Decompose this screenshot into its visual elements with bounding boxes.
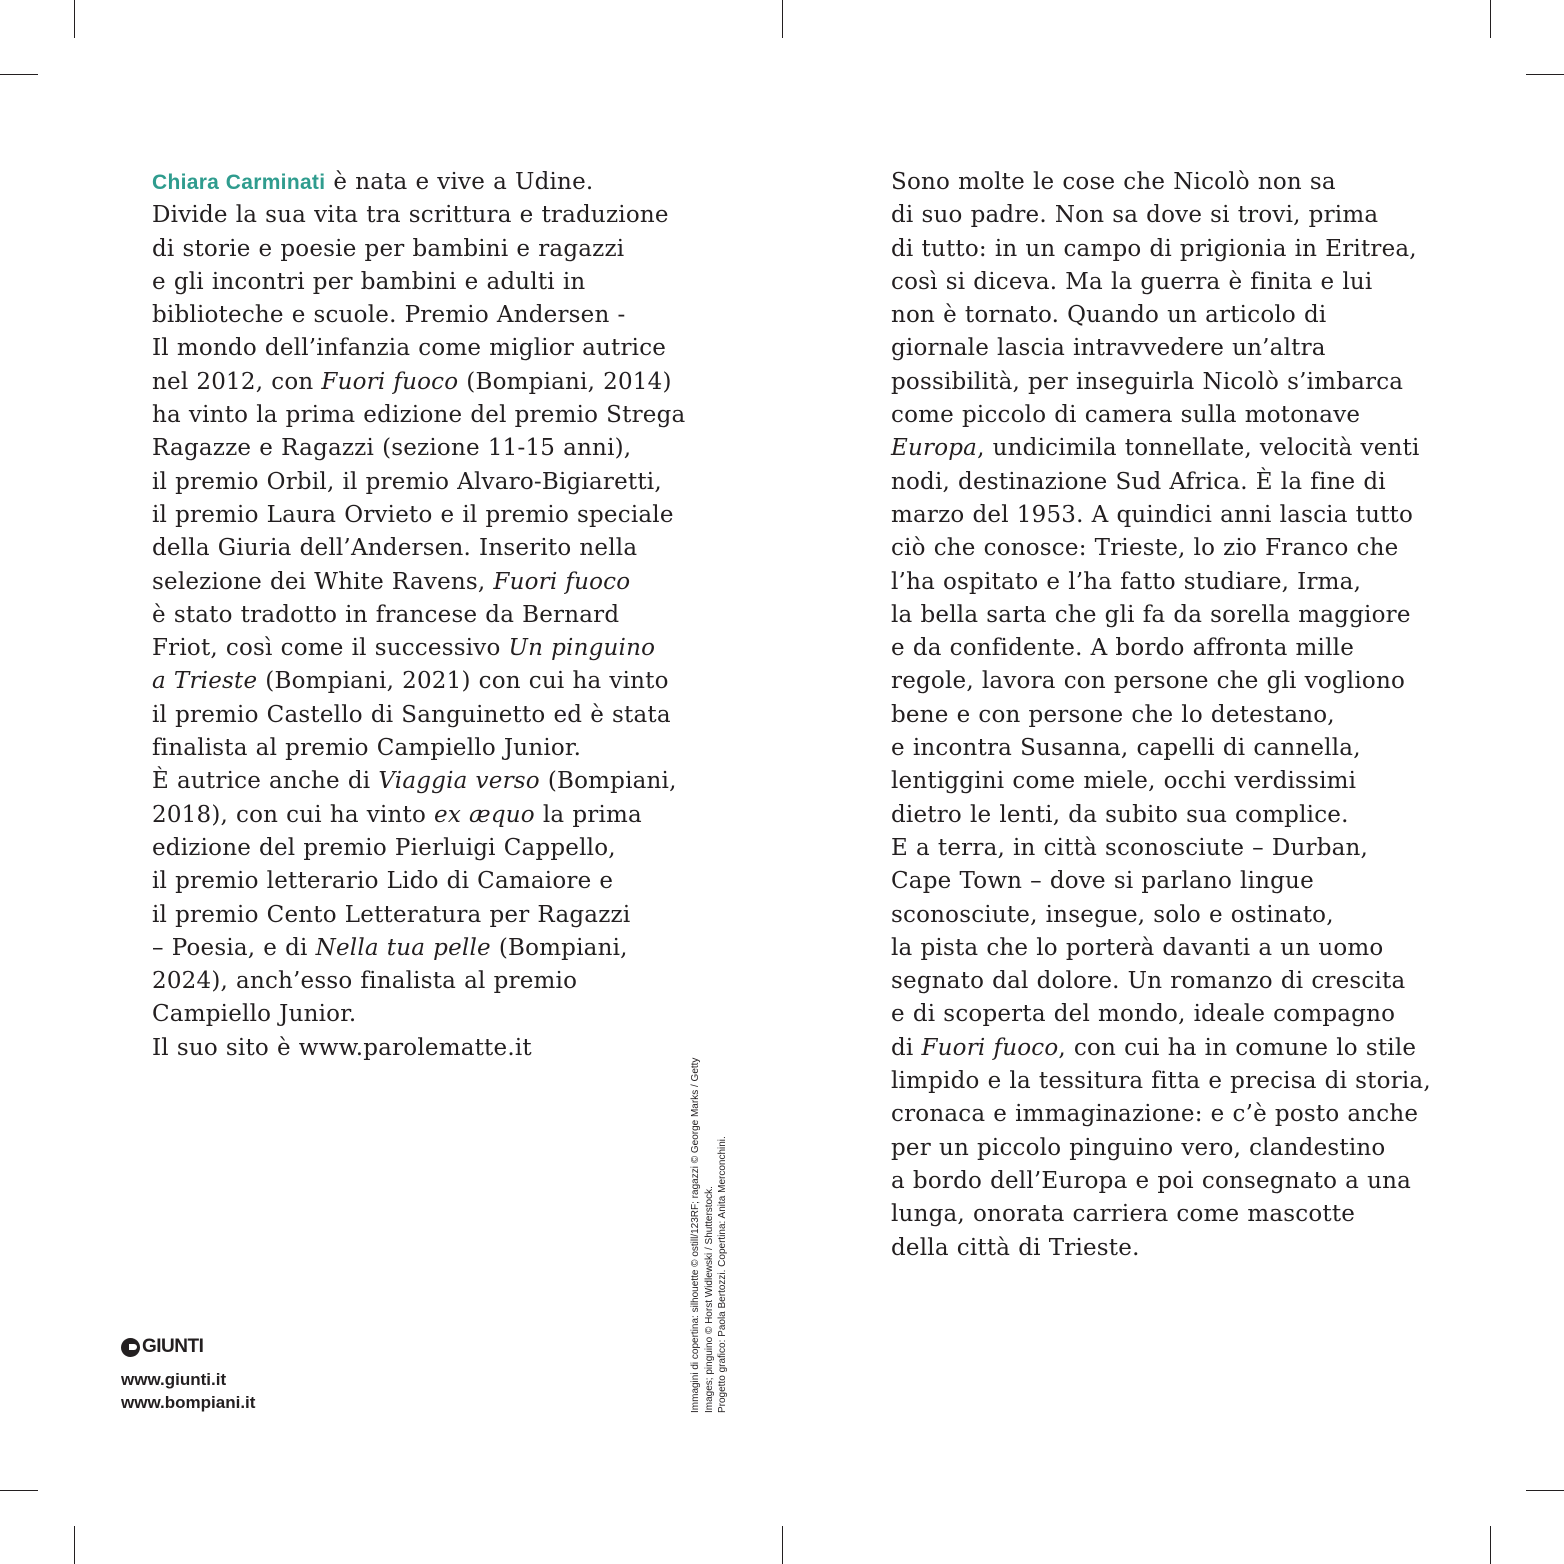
text-line — [891, 732, 1451, 765]
author-name: Chiara Carminati — [152, 171, 326, 194]
text-run: segnato dal dolore. Un romanzo di crescita — [891, 968, 1406, 995]
text-line — [891, 665, 1451, 698]
text-line — [891, 865, 1451, 898]
text-run: non è tornato. Quando un articolo di — [891, 302, 1327, 329]
text-line — [891, 1198, 1451, 1231]
text-line — [152, 732, 712, 765]
text-line — [152, 166, 712, 199]
text-line — [152, 432, 712, 465]
crop-mark-left-top — [0, 74, 38, 75]
italic-title: Un pinguino — [508, 635, 656, 662]
text-line — [891, 998, 1451, 1031]
text-line — [891, 366, 1451, 399]
text-run: ciò che conosce: Trieste, lo zio Franco che — [891, 535, 1399, 562]
text-run: 2024), anch’esso finalista al premio — [152, 968, 578, 995]
crop-mark-right-bottom — [1526, 1490, 1564, 1491]
italic-title: Europa — [891, 435, 978, 462]
text-line — [891, 899, 1451, 932]
text-run: di — [891, 1034, 922, 1061]
crop-mark-bottom-right — [1490, 1526, 1491, 1564]
giunti-logo-icon — [121, 1338, 140, 1357]
text-line — [891, 699, 1451, 732]
text-run: biblioteche e scuole. Premio Andersen - — [152, 302, 626, 329]
text-run: di suo padre. Non sa dove si trovi, prima — [891, 202, 1379, 229]
text-run: (Bompiani, 2014) — [458, 368, 672, 395]
text-run: la prima — [534, 801, 642, 828]
italic-title: ex æquo — [434, 801, 535, 828]
text-line — [891, 1032, 1451, 1065]
text-line — [891, 1165, 1451, 1198]
giunti-logo-text: GIUNTI — [142, 1336, 204, 1357]
text-line — [152, 865, 712, 898]
italic-title: a Trieste — [152, 668, 258, 695]
text-line — [891, 466, 1451, 499]
text-run: la bella sarta che gli fa da sorella maggiore — [891, 601, 1411, 628]
text-line — [152, 765, 712, 798]
text-run: e da confidente. A bordo affronta mille — [891, 635, 1355, 662]
text-run: della Giuria dell’Andersen. Inserito nella — [152, 535, 638, 562]
text-run: è stato tradotto in francese da Bernard — [152, 601, 620, 628]
crop-mark-top-left — [74, 0, 75, 38]
text-run: Il mondo dell’infanzia come miglior autrice — [152, 335, 667, 362]
crop-mark-right-top — [1526, 74, 1564, 75]
text-run: il premio letterario Lido di Camaiore e — [152, 868, 614, 895]
text-run: nel 2012, con — [152, 368, 322, 395]
text-line — [891, 233, 1451, 266]
text-line — [152, 665, 712, 698]
text-line — [891, 1098, 1451, 1131]
crop-mark-bottom-left — [74, 1526, 75, 1564]
text-run: il premio Castello di Sanguinetto ed è stata — [152, 701, 671, 728]
text-line — [891, 832, 1451, 865]
publisher-websites — [121, 1368, 255, 1414]
text-run: il premio Laura Orvieto e il premio speciale — [152, 501, 674, 528]
italic-title: Fuori fuoco — [921, 1034, 1059, 1061]
text-run: e incontra Susanna, capelli di cannella, — [891, 735, 1361, 762]
text-run: E a terra, in città sconosciute – Durban, — [891, 834, 1369, 861]
text-run: il premio Orbil, il premio Alvaro-Bigiaretti, — [152, 468, 662, 495]
text-line — [891, 399, 1451, 432]
text-run: lunga, onorata carriera come mascotte — [891, 1201, 1356, 1228]
crop-mark-top-center — [782, 0, 783, 38]
text-run: edizione del premio Pierluigi Cappello, — [152, 834, 616, 861]
text-run: per un piccolo pinguino vero, clandestino — [891, 1134, 1386, 1161]
text-run: Cape Town – dove si parlano lingue — [891, 868, 1314, 895]
text-line — [152, 599, 712, 632]
text-line — [152, 366, 712, 399]
text-run: Friot, così come il successivo — [152, 635, 509, 662]
text-run: (Bompiani, — [490, 934, 628, 961]
text-run: (Bompiani, — [539, 768, 677, 795]
italic-title: Fuori fuoco — [493, 568, 631, 595]
italic-title: Nella tua pelle — [315, 934, 491, 961]
text-line — [891, 566, 1451, 599]
book-synopsis — [891, 166, 1451, 1265]
text-line — [891, 1232, 1451, 1265]
credits-line: Immagini di copertina: silhouette © ostill/123RF; ragazzi © George Marks / Getty — [690, 1057, 701, 1413]
text-line — [891, 266, 1451, 299]
text-run: possibilità, per inseguirla Nicolò s’imbarca — [891, 368, 1404, 395]
text-run: 2018), con cui ha vinto — [152, 801, 435, 828]
text-line — [152, 1032, 712, 1065]
text-line — [152, 499, 712, 532]
text-line — [891, 599, 1451, 632]
text-line — [152, 199, 712, 232]
text-line — [891, 432, 1451, 465]
text-run: a bordo dell’Europa e poi consegnato a una — [891, 1167, 1412, 1194]
text-line — [152, 466, 712, 499]
text-line — [152, 233, 712, 266]
text-run: regole, lavora con persone che gli vogliono — [891, 668, 1406, 695]
text-run: , undicimila tonnellate, velocità venti — [977, 435, 1420, 462]
author-bio — [152, 166, 712, 1065]
text-line — [152, 299, 712, 332]
crop-mark-bottom-center — [782, 1526, 783, 1564]
text-run: , con cui ha in comune lo stile — [1058, 1034, 1417, 1061]
text-run: cronaca e immaginazione: e c’è posto anche — [891, 1101, 1419, 1128]
text-run: ha vinto la prima edizione del premio Strega — [152, 402, 686, 429]
text-line — [891, 199, 1451, 232]
text-run: dietro le lenti, da subito sua complice. — [891, 801, 1349, 828]
text-run: lentiggini come miele, occhi verdissimi — [891, 768, 1357, 795]
text-run: Ragazze e Ragazzi (sezione 11-15 anni), — [152, 435, 632, 462]
text-line — [152, 632, 712, 665]
text-line — [152, 799, 712, 832]
text-line — [152, 266, 712, 299]
text-line — [152, 965, 712, 998]
italic-title: Viaggia verso — [378, 768, 540, 795]
text-run: nodi, destinazione Sud Africa. È la fine di — [891, 468, 1386, 495]
text-line — [891, 799, 1451, 832]
text-run: Sono molte le cose che Nicolò non sa — [891, 169, 1336, 195]
text-run: di tutto: in un campo di prigionia in Eritrea, — [891, 235, 1417, 262]
crop-mark-top-right — [1490, 0, 1491, 38]
text-line — [891, 965, 1451, 998]
text-line — [152, 899, 712, 932]
text-run: Campiello Junior. — [152, 1001, 357, 1028]
text-line — [891, 632, 1451, 665]
website-bompiani: www.bompiani.it — [121, 1393, 256, 1412]
text-run: e di scoperta del mondo, ideale compagno — [891, 1001, 1396, 1028]
text-line — [891, 1132, 1451, 1165]
text-run: finalista al premio Campiello Junior. — [152, 735, 582, 762]
text-run: così si diceva. Ma la guerra è finita e lui — [891, 268, 1373, 295]
text-line — [152, 998, 712, 1031]
crop-mark-left-bottom — [0, 1490, 38, 1491]
text-run: marzo del 1953. A quindici anni lascia tutto — [891, 501, 1414, 528]
text-line — [891, 499, 1451, 532]
text-run: Divide la sua vita tra scrittura e traduzione — [152, 202, 669, 229]
italic-title: Fuori fuoco — [321, 368, 459, 395]
text-run: sconosciute, insegue, solo e ostinato, — [891, 901, 1334, 928]
text-run: È autrice anche di — [152, 768, 379, 795]
text-line — [152, 532, 712, 565]
giunti-logo — [121, 1336, 255, 1358]
image-credits — [689, 1028, 730, 1413]
text-line — [891, 932, 1451, 965]
credits-line: Progetto grafico: Paola Bertozzi. Copertina: Anita Merconchini. — [717, 1136, 728, 1413]
text-line — [891, 532, 1451, 565]
text-run: il premio Cento Letteratura per Ragazzi — [152, 901, 631, 928]
text-run: – Poesia, e di — [152, 934, 316, 961]
text-line — [891, 299, 1451, 332]
text-run: l’ha ospitato e l’ha fatto studiare, Irma, — [891, 568, 1362, 595]
text-run: di storie e poesie per bambini e ragazzi — [152, 235, 625, 262]
text-line — [152, 932, 712, 965]
text-run: è nata e vive a Udine. — [325, 169, 594, 195]
text-line — [152, 699, 712, 732]
text-line — [891, 332, 1451, 365]
text-run: come piccolo di camera sulla motonave — [891, 402, 1361, 429]
text-run: giornale lascia intravvedere un’altra — [891, 335, 1326, 362]
website-giunti: www.giunti.it — [121, 1370, 227, 1389]
text-run: (Bompiani, 2021) con cui ha vinto — [257, 668, 669, 695]
text-run: Il suo sito è www.parolematte.it — [152, 1034, 532, 1061]
text-run: la pista che lo porterà davanti a un uomo — [891, 934, 1384, 961]
text-run: e gli incontri per bambini e adulti in — [152, 268, 586, 295]
text-run: della città di Trieste. — [891, 1234, 1140, 1261]
text-line — [891, 1065, 1451, 1098]
text-run: bene e con persone che lo detestano, — [891, 701, 1335, 728]
publisher-block — [121, 1336, 255, 1414]
text-line — [891, 765, 1451, 798]
text-line — [152, 832, 712, 865]
credits-line: Images; pinguino © Horst Widlewski / Shutterstock. — [703, 1186, 715, 1413]
text-line — [891, 166, 1451, 199]
text-line — [152, 566, 712, 599]
text-run: selezione dei White Ravens, — [152, 568, 494, 595]
text-line — [152, 399, 712, 432]
text-line — [152, 332, 712, 365]
text-run: limpido e la tessitura fitta e precisa di storia, — [891, 1068, 1431, 1095]
